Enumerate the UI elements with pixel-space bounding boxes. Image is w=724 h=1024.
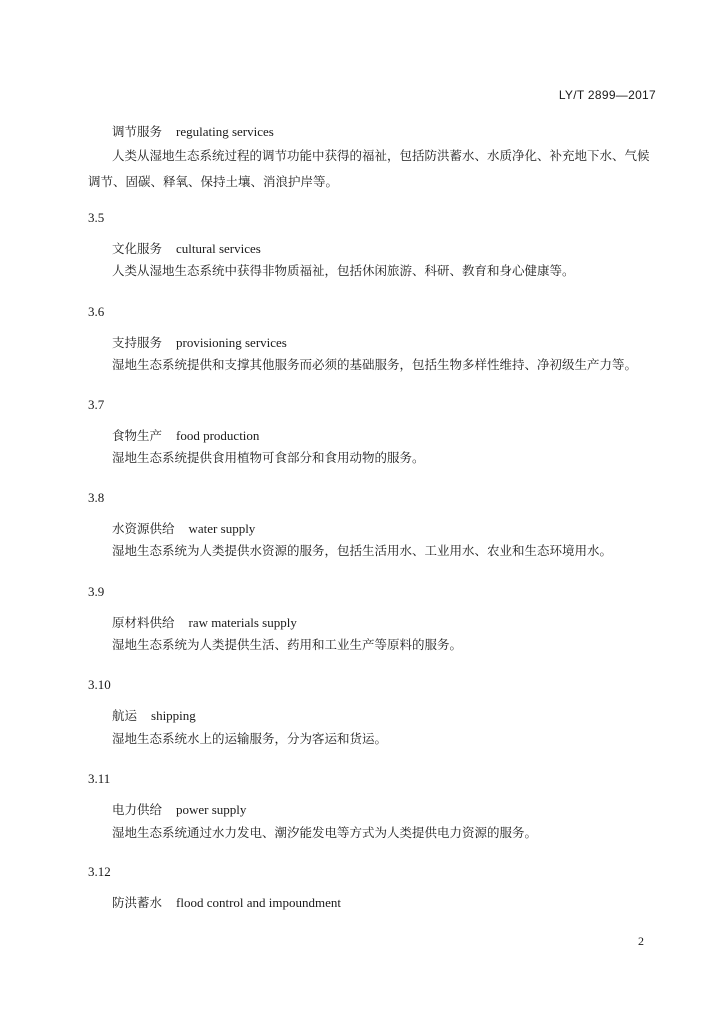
term-definition: 湿地生态系统为人类提供水资源的服务，包括生活用水、工业用水、农业和生态环境用水。 bbox=[112, 543, 613, 558]
definition-line: 调节、固碳、释氧、保持土壤、消浪护岸等。 bbox=[88, 174, 339, 189]
term-en: flood control and impoundment bbox=[176, 895, 342, 910]
term-zh: 防洪蓄水 bbox=[112, 895, 163, 910]
term-en: water supply bbox=[188, 521, 256, 536]
term-zh: 调节服务 bbox=[112, 124, 163, 139]
term-zh: 水资源供给 bbox=[112, 521, 175, 536]
term-definition: 湿地生态系统提供和支撑其他服务而必须的基础服务，包括生物多样性维持、净初级生产力等。 bbox=[112, 357, 638, 372]
term-heading bbox=[112, 122, 274, 140]
definition-line: 人类从湿地生态系统过程的调节功能中获得的福祉，包括防洪蓄水、水质净化、补充地下水、气候 bbox=[112, 148, 650, 163]
term-heading bbox=[112, 706, 196, 724]
term-heading bbox=[112, 800, 246, 818]
term-heading bbox=[112, 519, 255, 537]
term-zh: 原材料供给 bbox=[112, 615, 175, 630]
clause-number: 3.5 bbox=[88, 210, 105, 225]
term-en: food production bbox=[176, 428, 260, 443]
term-zh: 食物生产 bbox=[112, 428, 163, 443]
clause-number: 3.10 bbox=[88, 677, 111, 692]
term-definition bbox=[88, 143, 660, 195]
term-heading bbox=[112, 239, 261, 257]
term-zh: 文化服务 bbox=[112, 241, 163, 256]
clause-number: 3.6 bbox=[88, 304, 105, 319]
clause-number: 3.8 bbox=[88, 490, 105, 505]
term-definition: 人类从湿地生态系统中获得非物质福祉，包括休闲旅游、科研、教育和身心健康等。 bbox=[112, 263, 575, 278]
clause-number: 3.11 bbox=[88, 771, 111, 786]
term-en: power supply bbox=[176, 802, 247, 817]
term-heading bbox=[112, 333, 287, 351]
term-heading bbox=[112, 613, 297, 631]
term-en: raw materials supply bbox=[188, 615, 297, 630]
term-zh: 电力供给 bbox=[112, 802, 163, 817]
term-en: cultural services bbox=[176, 241, 261, 256]
term-definition: 湿地生态系统为人类提供生活、药用和工业生产等原料的服务。 bbox=[112, 637, 463, 652]
clause-number: 3.7 bbox=[88, 397, 105, 412]
term-zh: 航运 bbox=[112, 708, 138, 723]
term-definition: 湿地生态系统水上的运输服务，分为客运和货运。 bbox=[112, 731, 388, 746]
term-en: shipping bbox=[151, 708, 196, 723]
term-definition: 湿地生态系统通过水力发电、潮汐能发电等方式为人类提供电力资源的服务。 bbox=[112, 825, 538, 840]
clause-number: 3.12 bbox=[88, 864, 111, 879]
term-definition: 湿地生态系统提供食用植物可食部分和食用动物的服务。 bbox=[112, 450, 425, 465]
term-en: provisioning services bbox=[176, 335, 287, 350]
clause-number: 3.9 bbox=[88, 584, 105, 599]
term-zh: 支持服务 bbox=[112, 335, 163, 350]
standard-code: LY/T 2899—2017 bbox=[558, 88, 656, 102]
term-heading bbox=[112, 426, 259, 444]
page-number: 2 bbox=[638, 934, 644, 948]
term-en: regulating services bbox=[176, 124, 274, 139]
term-heading bbox=[112, 893, 341, 911]
